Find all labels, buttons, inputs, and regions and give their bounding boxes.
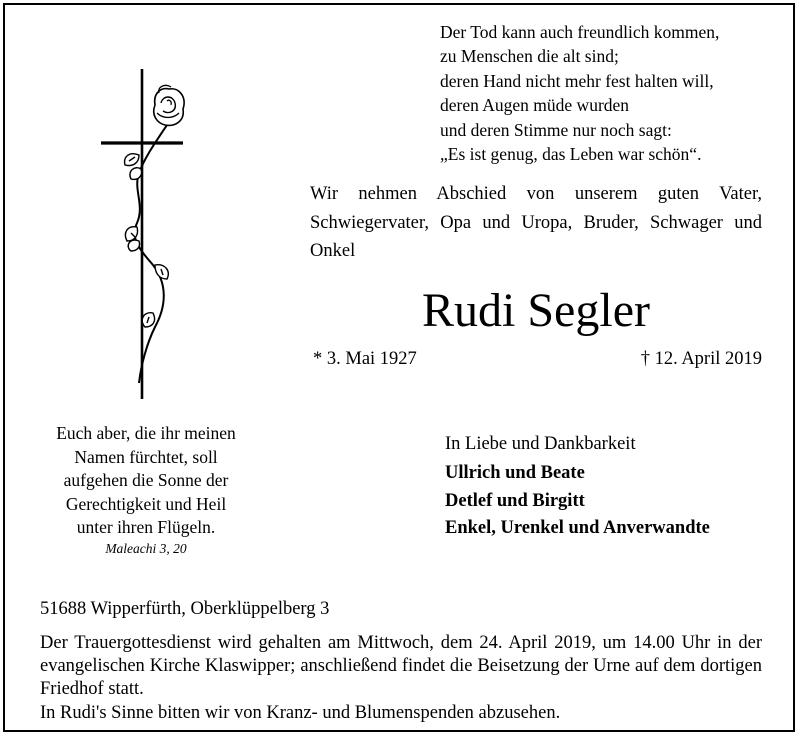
cross-with-rose-icon [95, 65, 195, 405]
bible-verse [25, 422, 267, 540]
birth-date: * 3. Mai 1927 [313, 349, 417, 369]
life-dates [313, 346, 762, 372]
verse-line: Namen fürchtet, soll [74, 446, 218, 467]
verse-line: Gerechtigkeit und Heil [65, 493, 227, 514]
verse-line: Euch aber, die ihr meinen [56, 423, 236, 443]
service-info [40, 632, 762, 725]
mourner-entry: Enkel, Urenkel und Anverwandte [445, 518, 710, 538]
farewell-intro: Wir nehmen Abschied von unserem guten Vater, Schwiegervater, Opa und Uropa, Bruder, Schwager und Onkel [310, 184, 762, 261]
mourners-list [445, 460, 710, 543]
rose-leaves [125, 154, 169, 327]
poem-line: „Es ist genug, das Leben war schön“. [440, 144, 702, 165]
service-note: In Rudi's Sinne bitten wir von Kranz- und Blumenspenden abzusehen. [40, 702, 561, 723]
verse-line: aufgehen die Sonne der [63, 470, 229, 491]
poem-line: zu Menschen die alt sind; [440, 46, 619, 67]
mourners-heading: In Liebe und Dankbarkeit [445, 434, 636, 454]
service-text: Der Trauergottesdienst wird gehalten am Mittwoch, dem 24. April 2019, um 14.00 Uhr in der evangelischen Kirche Klaswipper; anschließend findet die Beisetzung der Urne auf dem dortigen Friedhof statt. [40, 633, 762, 700]
mourner-entry: Ullrich und Beate [445, 463, 585, 483]
poem-line: deren Hand nicht mehr fest halten will, [440, 70, 714, 91]
rose-stem [135, 125, 167, 383]
mourner-entry: Detlef und Birgitt [445, 490, 585, 511]
rose-bloom [154, 85, 184, 125]
verse-line: unter ihren Flügeln. [76, 517, 216, 538]
poem [440, 20, 719, 166]
poem-line: und deren Stimme nur noch sagt: [440, 119, 672, 140]
poem-line: deren Augen müde wurden [440, 95, 630, 116]
death-date: † 12. April 2019 [640, 349, 762, 369]
poem-line: Der Tod kann auch freundlich kommen, [440, 22, 720, 42]
deceased-name: Rudi Segler [422, 284, 650, 337]
verse-source: Maleachi 3, 20 [105, 541, 187, 556]
family-address: 51688 Wipperfürth, Oberklüppelberg 3 [40, 599, 330, 619]
